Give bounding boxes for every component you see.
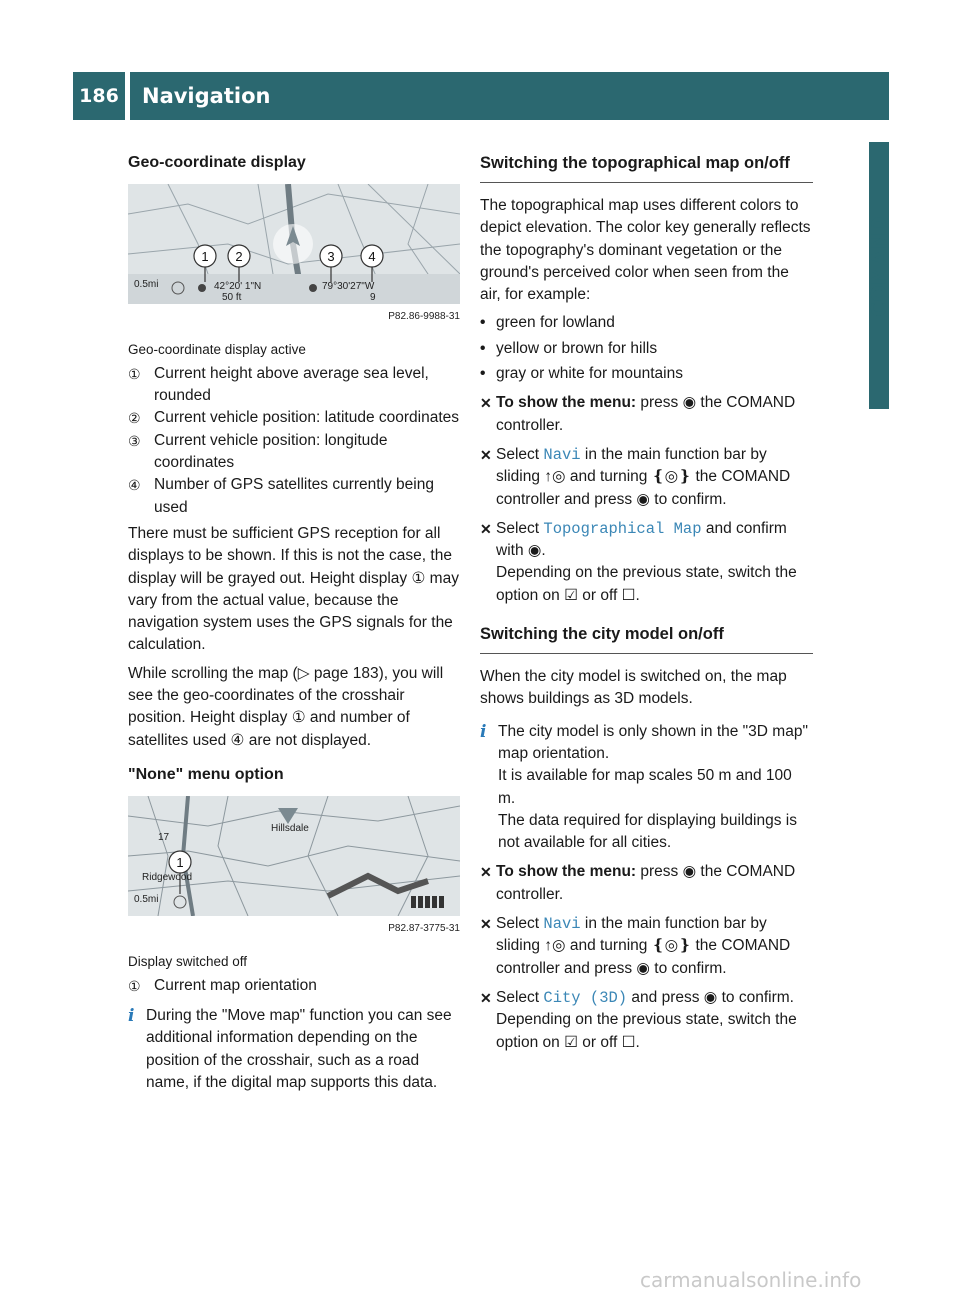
longitude-readout: 79°30'27"W: [322, 281, 375, 293]
paragraph: There must be sufficient GPS reception for all displays to be shown. If this is not the case, the display will be grayed out. Height display ① may vary from the actual value, because the navigation system uses the GPS signals for the calculation.: [128, 524, 459, 654]
none-map: [128, 796, 460, 916]
globe-icon: [309, 284, 317, 292]
list-item: • green for lowland: [480, 314, 615, 332]
info-icon: i: [480, 721, 487, 742]
city-heading: Switching the city model on/off: [480, 623, 813, 654]
geo-map-figure: [128, 184, 460, 304]
legend-item: ④ Number of GPS satellites currently being used: [128, 476, 434, 516]
figure-caption: Display switched off: [128, 953, 248, 969]
instruction-step: ✕ To show the menu: press ◉ the COMAND controller.: [480, 394, 796, 434]
watermark: carmanualsonline.info: [640, 1268, 862, 1292]
instruction-step: ✕ Select Navi in the main function bar by sliding ↑◎ and turning ❴◎❵ the COMAND controller and press ◉ to confirm.: [480, 445, 791, 508]
legend-item: ③ Current vehicle position: longitude coordinates: [128, 431, 388, 472]
list-item: • yellow or brown for hills: [480, 339, 658, 357]
figure-code: P82.86-9988-31: [388, 311, 460, 323]
topo-heading: Switching the topographical map on/off: [480, 152, 813, 183]
place-label: Hillsdale: [271, 823, 309, 835]
callout-4: 4: [368, 249, 376, 265]
info-icon: i: [128, 1006, 135, 1027]
callout-3: 3: [327, 249, 335, 265]
legend-item: ② Current vehicle position: latitude coordinates: [128, 409, 460, 427]
info-note: i The city model is only shown in the "3D map" map orientation. It is available for map scales 50 m and 100 m. The data required for displaying buildings is not available for all cities.: [480, 721, 813, 855]
page-number: 186: [73, 72, 125, 120]
figure-caption: Geo-coordinate display active: [128, 341, 306, 357]
globe-icon: [198, 284, 206, 292]
map-scale: 0.5mi: [134, 279, 159, 291]
instruction-step: ✕ Select City (3D) and press ◉ to confirm. Depending on the previous state, switch the option on ☑ or off ☐.: [480, 988, 797, 1051]
satellite-count: 9: [370, 292, 376, 304]
height-readout: 50 ft: [222, 292, 242, 304]
instruction-step: ✕ Select Topographical Map and confirm with ◉. Depending on the previous state, switch the option on ☑ or off ☐.: [480, 519, 797, 604]
map-scale: 0.5mi: [134, 894, 159, 906]
callout-1: 1: [176, 855, 184, 871]
instruction-step: ✕ To show the menu: press ◉ the COMAND controller.: [480, 863, 796, 903]
geo-map: [128, 184, 460, 304]
paragraph: While scrolling the map (▷ page 183), you will see the geo-coordinates of the crosshair position. Height display ① and number of satellites used ④ are not displayed.: [128, 664, 444, 749]
signal-strength-icon: [411, 896, 444, 908]
callout-2: 2: [235, 249, 243, 265]
paragraph: The topographical map uses different colors to depict elevation. The color key generally reflects the topography's dominant vegetation or the ground's perceived color when seen from the air, for example:: [480, 197, 811, 304]
geo-heading: Geo-coordinate display: [128, 154, 306, 171]
callout-1: 1: [201, 249, 209, 265]
place-label: Ridgewood: [142, 872, 193, 884]
side-tab-label: COMAND: [867, 216, 891, 317]
left-column: [128, 152, 460, 1094]
none-heading: "None" menu option: [128, 765, 284, 783]
legend-item: ① Current height above average sea level, rounded: [128, 364, 429, 405]
info-note: i During the "Move map" function you can see additional information depending on the position of the crosshair, such as a road name, if the digital map supports this data.: [128, 1005, 460, 1094]
figure-code: P82.87-3775-31: [388, 923, 460, 935]
chapter-title: Navigation: [130, 72, 889, 120]
paragraph: When the city model is switched on, the map shows buildings as 3D models.: [480, 668, 787, 708]
list-item: • gray or white for mountains: [480, 365, 683, 383]
latitude-readout: 42°20' 1"N: [214, 281, 262, 293]
right-column: [480, 152, 813, 1056]
road-label: 17: [158, 832, 170, 844]
legend-item: ① Current map orientation: [128, 976, 317, 994]
instruction-step: ✕ Select Navi in the main function bar by sliding ↑◎ and turning ❴◎❵ the COMAND controller and press ◉ to confirm.: [480, 915, 791, 977]
none-map-figure: [128, 796, 460, 916]
